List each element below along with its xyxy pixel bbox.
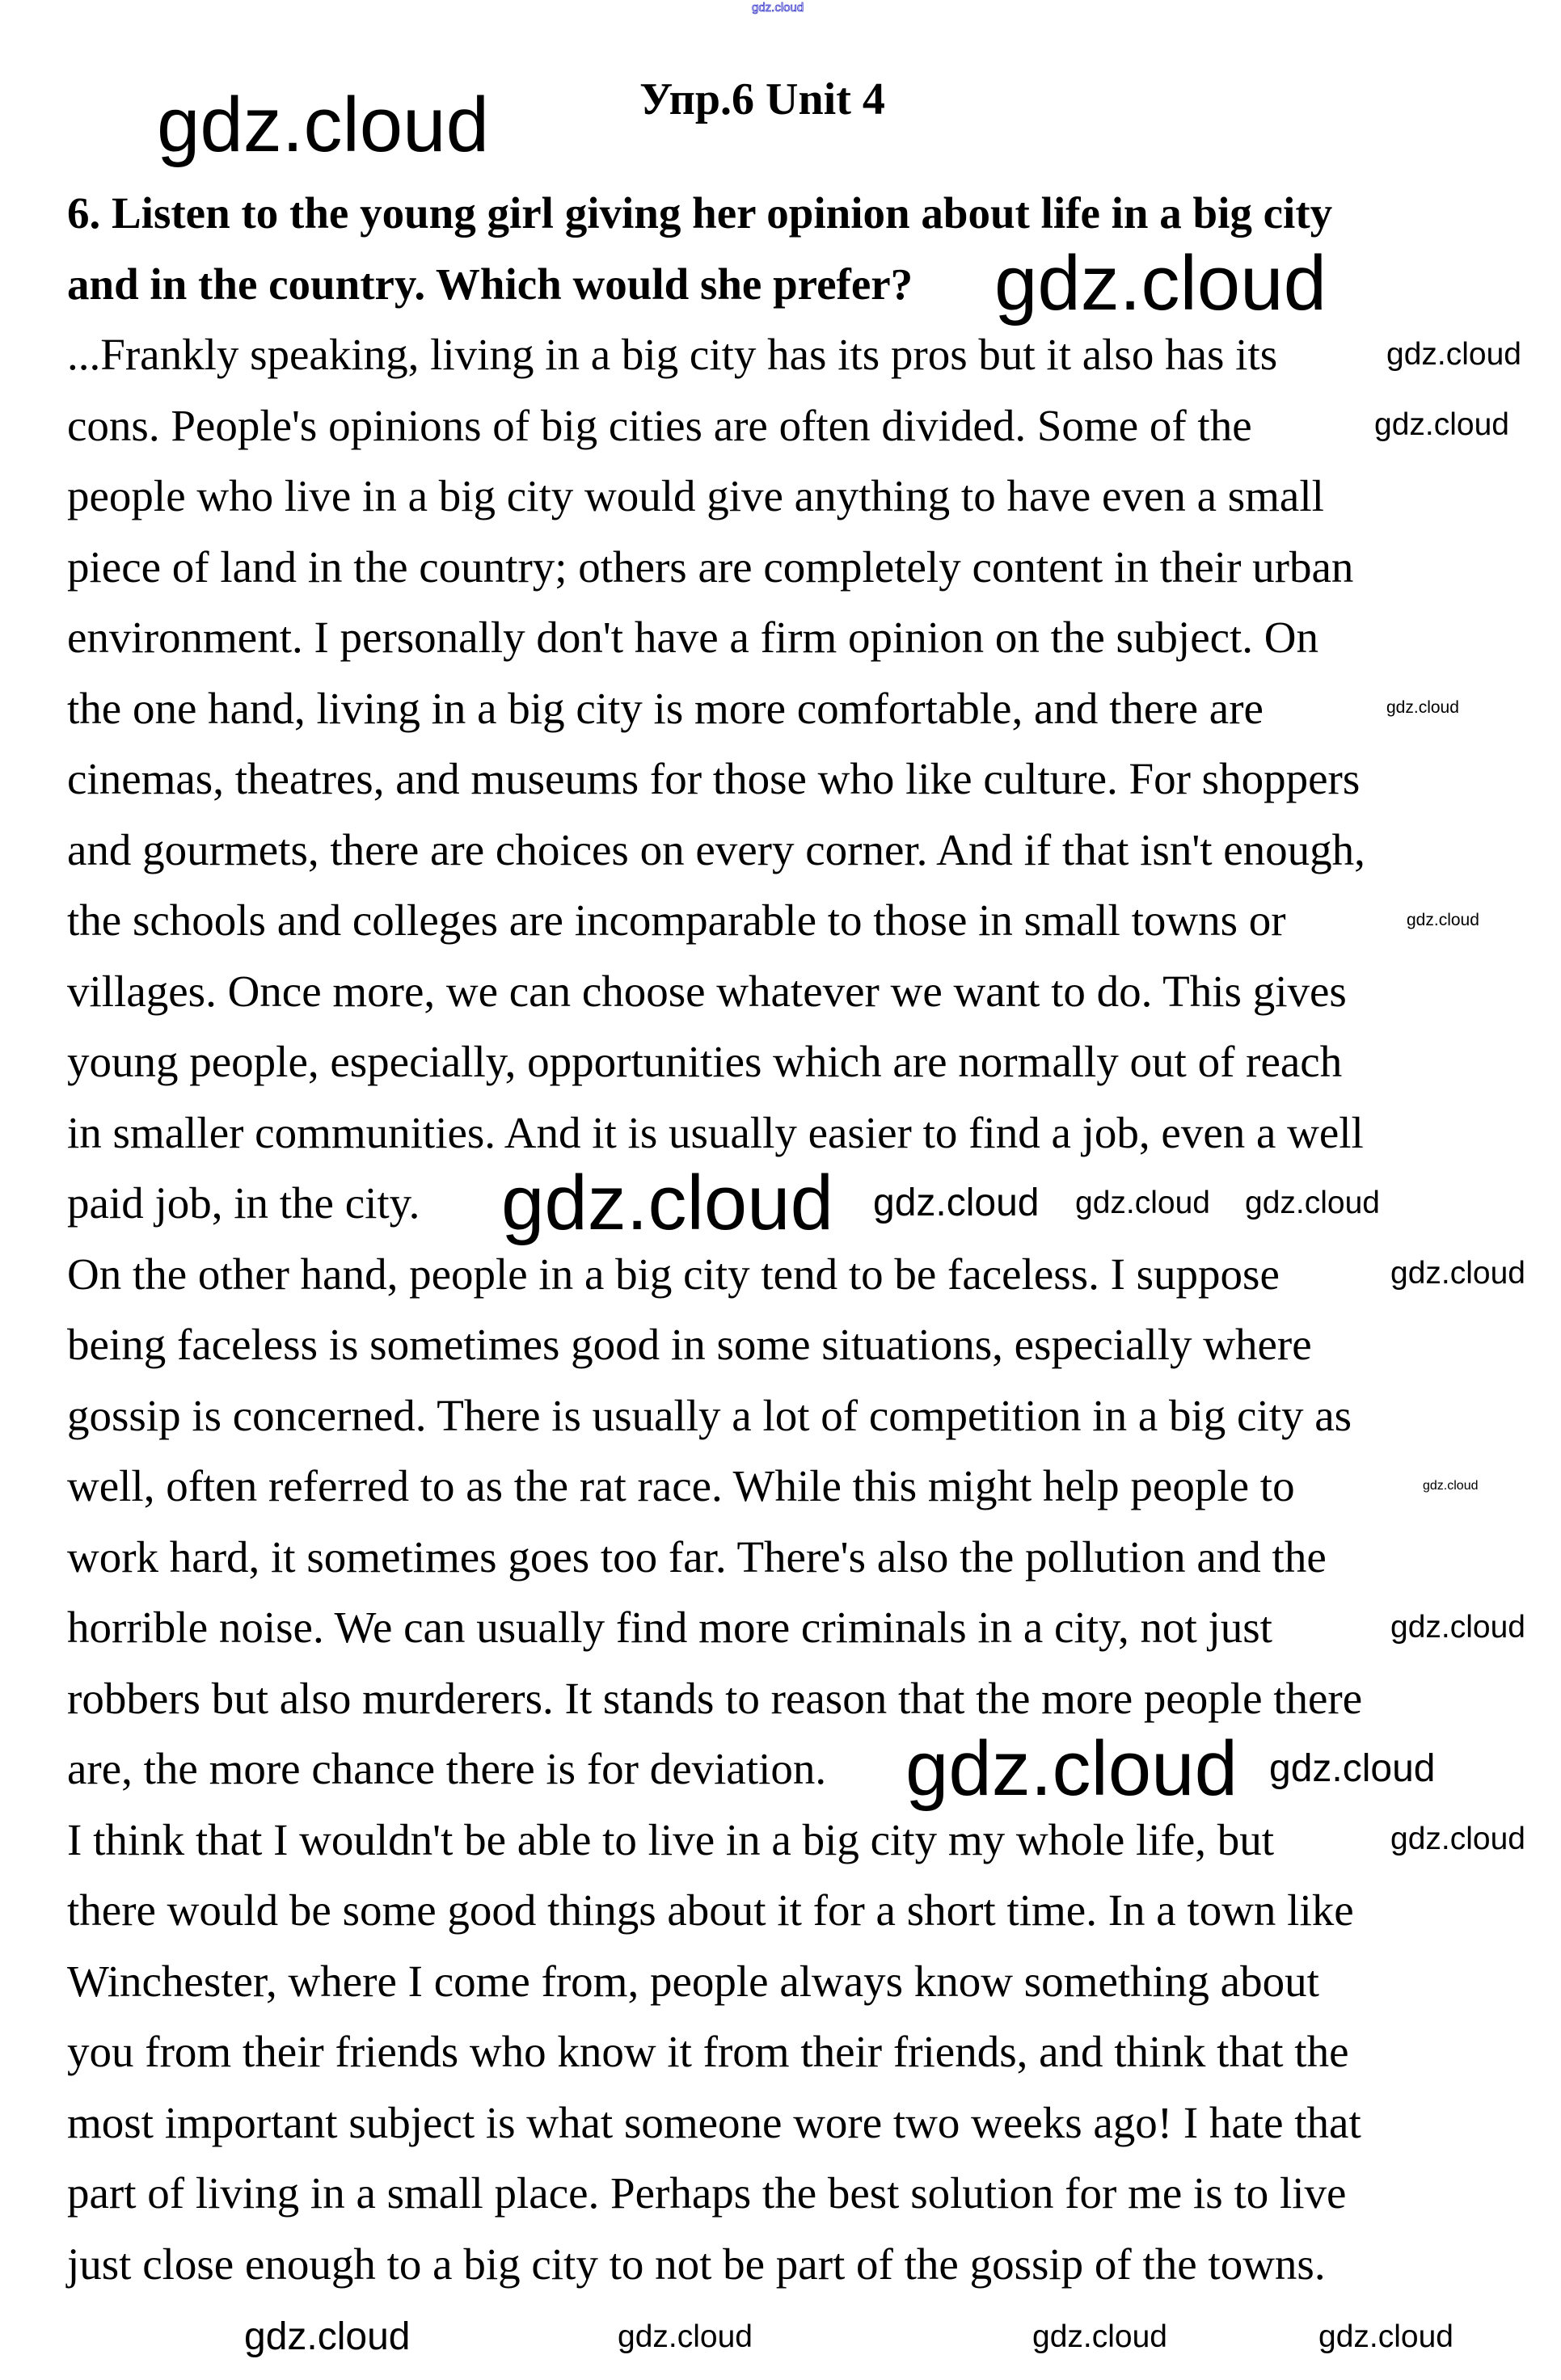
watermark: gdz.cloud [1245, 1186, 1380, 1220]
text-line: you from their friends who know it from their friends, and think that the [67, 2027, 1349, 2076]
text-line: horrible noise. We can usually find more criminals in a city, not just [67, 1603, 1272, 1652]
text-line: and gourmets, there are choices on every corner. And if that isn't enough, [67, 824, 1365, 874]
watermark: gdz.cloud [1386, 337, 1521, 372]
watermark: gdz.cloud [994, 240, 1327, 326]
exercise-body [67, 319, 1365, 2299]
text-line: villages. Once more, we can choose whatever we want to do. This gives [67, 966, 1347, 1016]
watermark: gdz.cloud [244, 2315, 411, 2358]
text-line: being faceless is sometimes good in some situations, especially where [67, 1320, 1312, 1369]
text-line: well, often referred to as the rat race. While this might help people to [67, 1461, 1295, 1510]
watermark: gdz.cloud [873, 1182, 1040, 1224]
watermark: gdz.cloud [501, 1160, 833, 1246]
text-line: On the other hand, people in a big city tend to be faceless. I suppose [67, 1249, 1280, 1299]
text-line: people who live in a big city would give anything to have even a small [67, 471, 1324, 520]
text-line: I think that I wouldn't be able to live in a big city my whole life, but [67, 1814, 1275, 1864]
watermark: gdz.cloud [1407, 911, 1479, 929]
text-line: work hard, it sometimes goes too far. There's also the pollution and the [67, 1531, 1327, 1582]
text-line: ...Frankly speaking, living in a big city has its pros but it also has its [67, 330, 1278, 379]
text-line: are, the more chance there is for deviation. [67, 1744, 827, 1793]
watermark: gdz.cloud [1390, 1256, 1525, 1291]
text-line: Winchester, where I come from, people always know something about [67, 1956, 1319, 2006]
text-line: piece of land in the country; others are completely content in their urban [67, 541, 1354, 592]
watermark: gdz.cloud [1423, 1479, 1479, 1493]
watermark-top: gdz.cloud [752, 1, 804, 15]
text-line: there would be some good things about it for a short time. In a town like [67, 1885, 1354, 1935]
text-line: in smaller communities. And it is usually easier to find a job, even a well [67, 1107, 1364, 1157]
page-title: Упр.6 Unit 4 [639, 74, 885, 124]
watermark: gdz.cloud [1390, 1610, 1525, 1645]
text-line: the schools and colleges are incomparable to those in small towns or [67, 895, 1286, 945]
text-line: just close enough to a big city to not be part of the gossip of the towns. [67, 2239, 1326, 2289]
text-line: most important subject is what someone wore two weeks ago! I hate that [67, 2097, 1361, 2147]
text-line: young people, especially, opportunities which are normally out of reach [67, 1037, 1343, 1086]
heading-line: 6. Listen to the young girl giving her opinion about life in a big city [67, 188, 1333, 238]
text-line: part of living in a small place. Perhaps the best solution for me is to live [67, 2168, 1347, 2218]
text-line: environment. I personally don't have a firm opinion on the subject. On [67, 613, 1319, 662]
watermark: gdz.cloud [618, 2319, 753, 2354]
watermark: gdz.cloud [905, 1725, 1238, 1812]
watermark: gdz.cloud [1386, 698, 1459, 717]
watermark: gdz.cloud [1269, 1747, 1436, 1790]
text-line: gossip is concerned. There is usually a lot of competition in a big city as [67, 1390, 1352, 1440]
watermark: gdz.cloud [1318, 2319, 1453, 2354]
watermark: gdz.cloud [1075, 1186, 1210, 1220]
watermark: gdz.cloud [1374, 407, 1509, 442]
text-line: cinemas, theatres, and museums for those who like culture. For shoppers [67, 754, 1361, 803]
text-line: paid job, in the city. [67, 1178, 420, 1228]
watermark: gdz.cloud [1032, 2319, 1167, 2354]
watermark: gdz.cloud [1390, 1822, 1525, 1856]
text-line: the one hand, living in a big city is more comfortable, and there are [67, 683, 1264, 733]
heading-line: and in the country. Which would she prefer? [67, 259, 913, 309]
text-line: cons. People's opinions of big cities are often divided. Some of the [67, 400, 1252, 450]
text-line: robbers but also murderers. It stands to reason that the more people there [67, 1673, 1363, 1723]
watermark: gdz.cloud [157, 82, 489, 168]
